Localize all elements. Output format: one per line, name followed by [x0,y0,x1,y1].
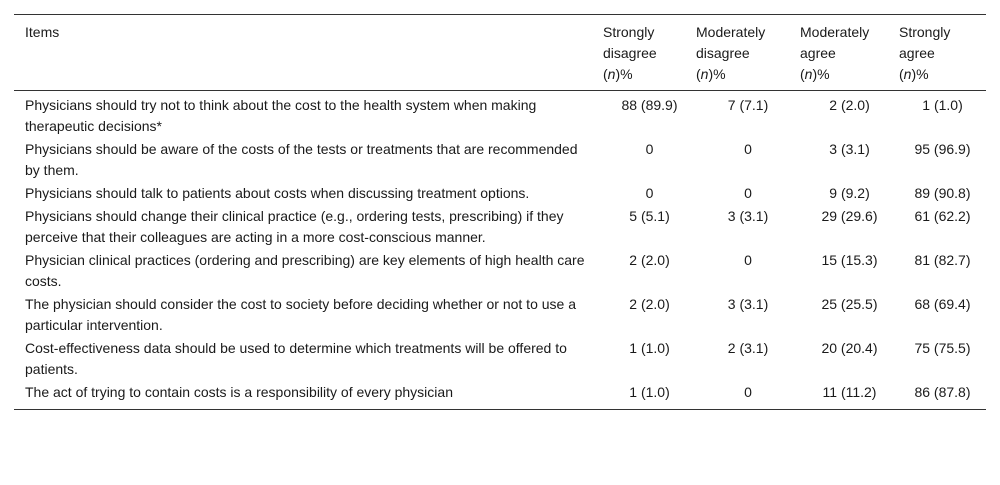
table-row [14,381,986,410]
item-text: Physicians should change their clinical practice (e.g., ordering tests, prescribing) if they perceive that their colleagues are acting in a more cost-conscious manner. [25,208,564,245]
strongly-agree-column-header [899,15,986,91]
strongly-agree-cell: 1 (1.0) [922,97,963,113]
table-row [14,182,986,205]
strongly-disagree-cell: 2 (2.0) [629,296,670,312]
header-line: disagree [603,45,657,61]
item-text: Cost-effectiveness data should be used to determine which treatments will be offered to patients. [25,340,567,377]
survey-table-container [14,14,986,410]
moderately-disagree-cell: 2 (3.1) [727,340,769,356]
item-text: The act of trying to contain costs is a responsibility of every physician [25,384,453,400]
survey-results-table [14,14,986,410]
moderately-disagree-cell: 0 [744,384,752,400]
moderately-disagree-cell: 7 (7.1) [727,97,769,113]
strongly-agree-cell: 81 (82.7) [914,252,971,268]
strongly-disagree-cell: 0 [645,141,654,157]
strongly-agree-cell: 89 (90.8) [914,185,971,201]
header-unit: (n)% [800,66,830,82]
strongly-agree-cell: 68 (69.4) [914,296,971,312]
moderately-disagree-cell: 0 [744,141,752,157]
item-text: Physicians should talk to patients about costs when discussing treatment options. [25,185,530,201]
moderately-agree-cell: 25 (25.5) [821,296,878,312]
header-line: disagree [696,45,750,61]
strongly-agree-cell: 75 (75.5) [914,340,971,356]
header-line: agree [899,45,935,61]
header-line: Moderately [696,24,766,40]
item-text: Physician clinical practices (ordering and prescribing) are key elements of high health care costs. [25,252,585,289]
items-column-header: Items [25,24,60,40]
strongly-disagree-cell: 2 (2.0) [629,252,670,268]
moderately-disagree-cell: 0 [744,185,752,201]
header-n: n [804,66,813,82]
table-row [14,205,986,249]
header-percent: % [916,66,929,82]
strongly-agree-cell: 95 (96.9) [914,141,971,157]
table-row [14,91,986,139]
strongly-disagree-cell: 88 (89.9) [621,97,678,113]
moderately-agree-column-header [800,15,899,91]
strongly-disagree-cell: 0 [645,185,654,201]
header-line: Moderately [800,24,870,40]
moderately-disagree-cell: 3 (3.1) [727,208,769,224]
table-row [14,337,986,381]
strongly-disagree-cell: 5 (5.1) [629,208,670,224]
header-line: Strongly [899,24,951,40]
strongly-disagree-cell: 1 (1.0) [629,340,670,356]
header-unit: (n)% [603,66,633,82]
strongly-agree-cell: 86 (87.8) [914,384,971,400]
moderately-disagree-column-header [696,15,800,91]
moderately-agree-cell: 15 (15.3) [821,252,878,268]
header-percent: % [817,66,830,82]
moderately-agree-cell: 29 (29.6) [821,208,878,224]
table-row [14,293,986,337]
item-text: The physician should consider the cost to society before deciding whether or not to use a particular intervention. [25,296,576,333]
moderately-agree-cell: 9 (9.2) [829,185,870,201]
header-percent: % [713,66,726,82]
strongly-disagree-column-header [603,15,696,91]
strongly-disagree-cell: 1 (1.0) [629,384,670,400]
header-n: n [903,66,912,82]
header-unit: (n)% [696,66,726,82]
moderately-agree-cell: 11 (11.2) [822,384,877,400]
strongly-agree-cell: 61 (62.2) [914,208,971,224]
moderately-disagree-cell: 0 [744,252,752,268]
header-unit: (n)% [899,66,929,82]
item-text: Physicians should be aware of the costs of the tests or treatments that are recommended by them. [25,141,578,178]
table-row [14,138,986,182]
table-row [14,249,986,293]
table-header-row [14,15,986,91]
moderately-agree-cell: 2 (2.0) [829,97,870,113]
moderately-agree-cell: 3 (3.1) [829,141,870,157]
moderately-agree-cell: 20 (20.4) [821,340,878,356]
header-n: n [700,66,709,82]
header-percent: % [620,66,633,82]
header-line: Strongly [603,24,655,40]
header-line: agree [800,45,836,61]
header-n: n [607,66,616,82]
item-text: Physicians should try not to think about the cost to the health system when making therapeutic decisions* [25,97,537,134]
moderately-disagree-cell: 3 (3.1) [727,296,769,312]
